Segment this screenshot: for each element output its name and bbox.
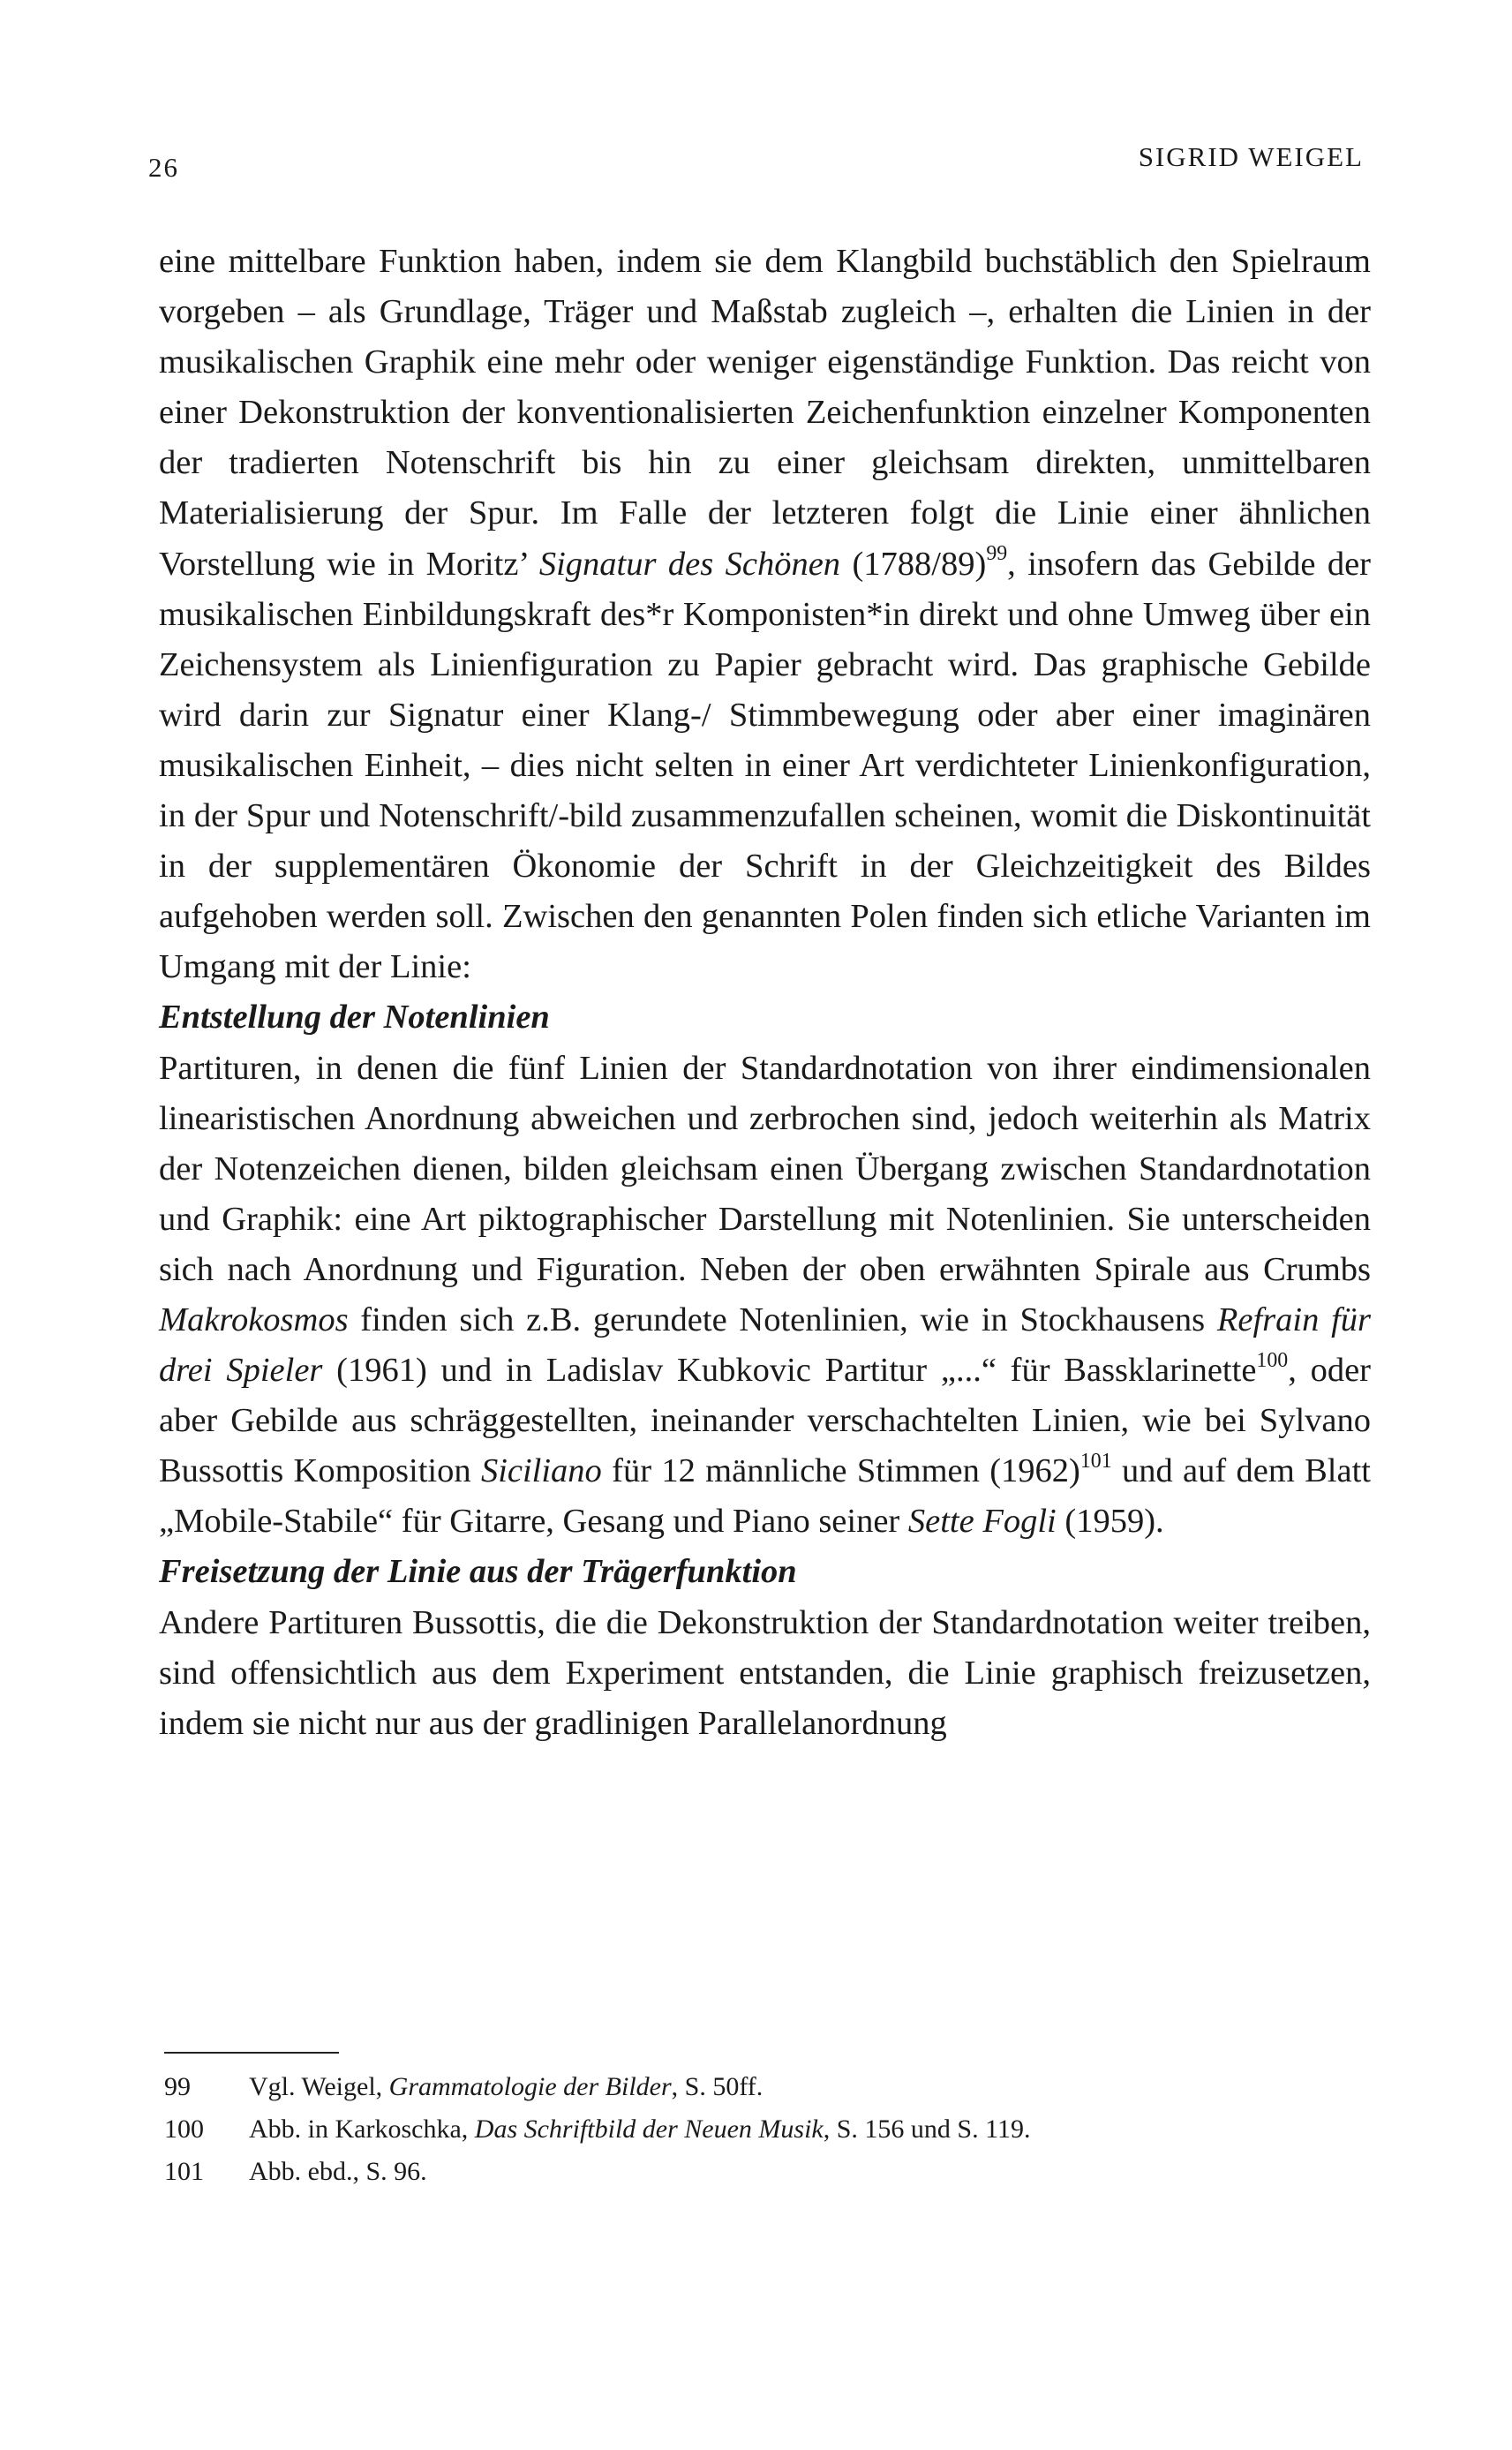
footnote-text-part: Abb. in Karkoschka, <box>249 2115 475 2144</box>
footnote-text <box>249 2115 1031 2144</box>
footnote-number: 101 <box>164 2157 204 2186</box>
body-paragraph <box>159 237 1371 992</box>
page-number: 26 <box>148 152 179 183</box>
footnote-number: 99 <box>164 2072 191 2101</box>
footnote <box>164 2066 1312 2108</box>
section-heading: Entstellung der Notenlinien <box>159 999 550 1037</box>
running-head-author: SIGRID WEIGEL <box>1138 141 1364 172</box>
work-title: Siciliano <box>480 1452 602 1490</box>
section-heading: Freisetzung der Linie aus der Trägerfunktion <box>159 1553 797 1591</box>
body-paragraph <box>159 1044 1371 1548</box>
work-title: Refrain für drei Spieler <box>159 1300 1372 1390</box>
footnote-ref-101[interactable]: 101 <box>1079 1450 1112 1474</box>
footnote-text <box>249 2072 763 2101</box>
footnote <box>164 2108 1312 2151</box>
footnote-ref-99[interactable]: 99 <box>986 542 1008 566</box>
footnote-text-part: Abb. ebd., S. 96. <box>249 2157 427 2186</box>
footnote-title: Grammatologie der Bilder <box>388 2072 672 2101</box>
footnote-text-part: Vgl. Weigel, <box>249 2072 389 2101</box>
paragraph-text: Partituren, in denen die fünf Linien der Standardnotation von ihrer eindimensionalen linearistischen Anordnung abweichen und zerbrochen sind, jedoch weiterhin als Matrix der Notenzeichen dienen, bilden gleichsam einen Übergang zwischen Standardnotation und Graphik: eine Art piktographischer Darstellung mit Notenlinien. Sie unterscheiden sich nach Anordnung und Figuration. Neben der oben erwähnten Spirale aus Crumbs <box>159 1049 1371 1288</box>
paragraph-text: und auf dem Blatt „Mobile-Stabile“ für Gitarre, Gesang und Piano seiner <box>159 1452 1371 1541</box>
body-paragraph <box>159 1598 1371 1749</box>
paragraph-text: , insofern das Gebilde der musikalischen Einbildungskraft des*r Komponisten*in direkt und ohne Umweg über ein Zeichensystem als Linienfiguration zu Papier gebracht wird. Das graphische Gebilde wird darin zur Signatur einer Klang-/ Stimmbewegung oder aber einer imaginären musikalischen Einheit, – dies nicht selten in einer Art verdichteter Linienkonfiguration, in der Spur und Notenschrift/-bild zusammenzufallen scheinen, womit die Diskontinuität in der supplementären Ökonomie der Schrift in der Gleichzeitigkeit des Bildes aufgehoben werden soll. Zwischen den genannten Polen finden sich etliche Varianten im Umgang mit der Linie: <box>159 545 1372 986</box>
footnotes <box>164 2066 1312 2193</box>
footnote-text-part: , S. 50ff. <box>671 2072 764 2101</box>
paragraph-text: finden sich z.B. gerundete Notenlinien, wie in Stockhausens <box>348 1300 1217 1338</box>
paragraph-text: (1961) und in Ladislav Kubkovic Partitur „...“ für Bassklarinette <box>322 1352 1257 1390</box>
work-title: Sette Fogli <box>907 1503 1057 1541</box>
paragraph-text: für 12 männliche Stimmen (1962) <box>601 1452 1080 1490</box>
paragraph-text: , oder aber Gebilde aus schräggestellten, ineinander verschachtelten Linien, wie bei Sylvano Bussottis Komposition <box>159 1352 1371 1490</box>
footnote <box>164 2151 1312 2193</box>
footnote-ref-100[interactable]: 100 <box>1256 1348 1289 1372</box>
paragraph-text: (1959). <box>1056 1503 1164 1541</box>
page-body <box>159 237 1371 1749</box>
work-title: Makrokosmos <box>159 1300 349 1338</box>
footnote-text-part: , S. 156 und S. 119. <box>823 2115 1031 2144</box>
footnote-text <box>249 2157 427 2186</box>
paragraph-text: Andere Partituren Bussottis, die die Dekonstruktion der Standardnotation weiter treiben, sind offensichtlich aus dem Experiment entstanden, die Linie graphisch freizusetzen, indem sie nicht nur aus der gradlinigen Parallelanordnung <box>159 1603 1371 1742</box>
footnote-number: 100 <box>164 2115 204 2144</box>
paragraph-text: eine mittelbare Funktion haben, indem sie dem Klangbild buchstäblich den Spielraum vorgeben – als Grundlage, Träger und Maßstab zugleich –, erhalten die Linien in der musikalischen Graphik eine mehr oder weniger eigenständige Funktion. Das reicht von einer Dekonstruktion der konventionalisierten Zeichenfunktion einzelner Komponenten der tradierten Notenschrift bis hin zu einer gleichsam direkten, unmittelbaren Materialisierung der Spur. Im Falle der letzteren folgt die Linie einer ähnlichen Vorstellung wie in Moritz’ <box>159 243 1371 583</box>
footnote-title: Das Schriftbild der Neuen Musik <box>474 2115 824 2144</box>
paragraph-text: (1788/89) <box>840 545 987 583</box>
footnote-divider <box>164 2052 339 2054</box>
work-title: Signatur des Schönen <box>538 545 841 583</box>
